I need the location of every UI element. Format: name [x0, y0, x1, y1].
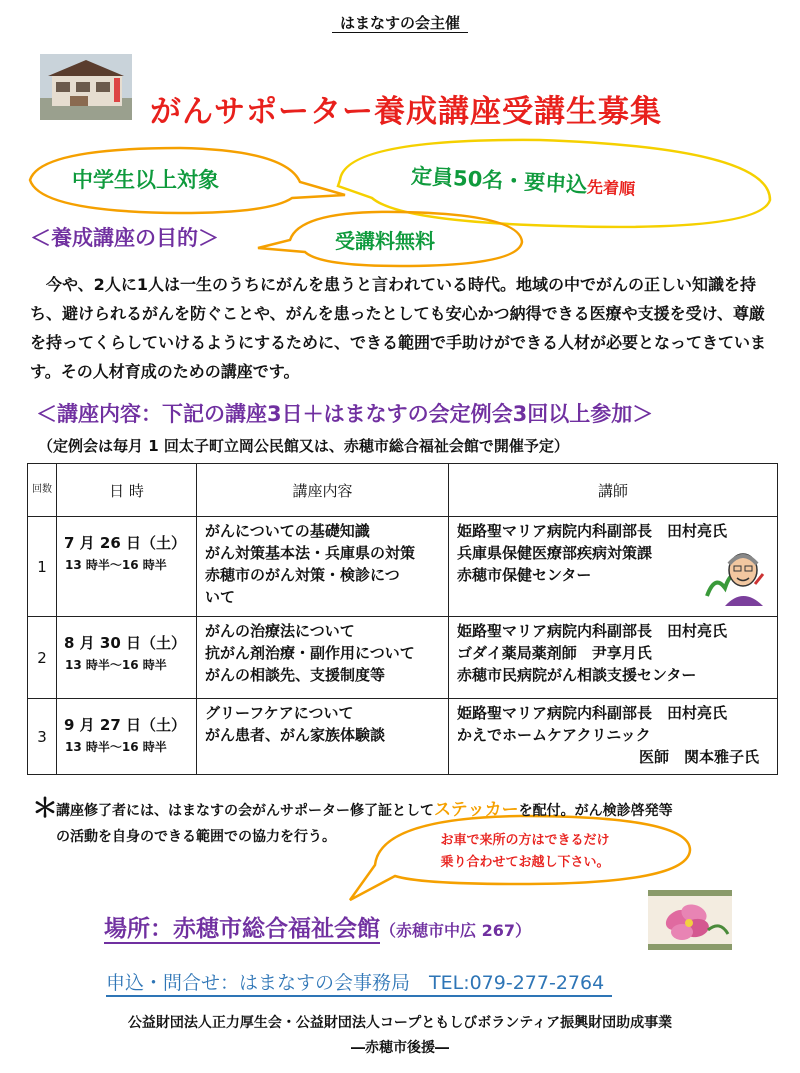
- row-content-line: がんについての基礎知識: [205, 522, 370, 540]
- row-lecturer-line: 赤穂市民病院がん相談支援センター: [457, 666, 697, 684]
- row-content-line: がん対策基本法・兵庫県の対策: [205, 544, 416, 562]
- row-lecturer-cell: [449, 517, 778, 617]
- row-lecturer-cell: [449, 617, 778, 699]
- sticker-text: ステッカー: [434, 800, 519, 820]
- venue-address: （赤穂市中広 267）: [380, 921, 531, 940]
- row-num: 1: [28, 517, 57, 617]
- venue-line: [104, 910, 531, 943]
- row-num: 2: [28, 617, 57, 699]
- row-time: 13 時半～16 時半: [65, 658, 167, 672]
- header-lecturer: 講師: [449, 464, 778, 517]
- header-content: 講座内容: [197, 464, 449, 517]
- row-date-cell: [57, 699, 197, 775]
- row-lecturer-line: 赤穂市保健センター: [457, 566, 592, 584]
- row-content-line: グリーフケアについて: [205, 704, 354, 722]
- note-line: 講座修了者には、はまなすの会がんサポーター修了証としてステッカーを配付。がん検診啓発等: [56, 800, 673, 820]
- lecturer-portrait-illustration: [703, 544, 769, 606]
- table-row: [28, 517, 778, 617]
- row-date-cell: [57, 617, 197, 699]
- schedule-table: [27, 463, 778, 775]
- row-lecturer-cell: [449, 699, 778, 775]
- row-num: 3: [28, 699, 57, 775]
- row-content-cell: [197, 699, 449, 775]
- support-line: ―赤穂市後援―: [351, 1040, 449, 1056]
- header-date: 日 時: [57, 464, 197, 517]
- venue-label: 場所：赤穂市総合福祉会館: [104, 916, 380, 942]
- row-content-line: がんの治療法について: [205, 622, 355, 640]
- row-content-line: がんの相談先、支援制度等: [205, 666, 386, 684]
- row-content-cell: [197, 517, 449, 617]
- row-time: 13 時半～16 時半: [65, 558, 167, 572]
- course-note: （定例会は毎月 1 回太子町立岡公民館又は、赤穂市総合福祉会館で開催予定）: [38, 437, 569, 455]
- page-title: がんサポーター養成講座受講生募集: [150, 94, 662, 130]
- row-lecturer-line: 兵庫県保健医療部疾病対策課: [457, 544, 653, 562]
- fee-text: 受講料無料: [335, 229, 435, 253]
- row-date-cell: [57, 517, 197, 617]
- row-date: 7 月 26 日（土）: [64, 534, 186, 552]
- table-row: [28, 617, 778, 699]
- target-audience-text: 中学生以上対象: [72, 168, 219, 192]
- row-lecturer-line: 姫路聖マリア病院内科副部長 田村亮氏: [457, 622, 728, 640]
- organizer-line: はまなすの会主催: [0, 12, 800, 33]
- row-date: 8 月 30 日（土）: [64, 634, 186, 652]
- first-come-text: 先着順: [586, 177, 636, 199]
- row-lecturer-line: ゴダイ薬局薬剤師 尹享月氏: [457, 644, 652, 662]
- house-photo: [40, 54, 132, 120]
- table-header-row: [28, 464, 778, 517]
- row-time: 13 時半～16 時半: [65, 740, 167, 754]
- carpool-note: お車で来所の方はできるだけ 乗り合わせてお越し下さい。: [440, 833, 610, 870]
- capacity-text: 定員50名・要申込先着順: [410, 163, 636, 199]
- header-num: 回数: [28, 464, 57, 517]
- row-lecturer-line: 姫路聖マリア病院内科副部長 田村亮氏: [457, 704, 728, 722]
- table-row: [28, 699, 778, 775]
- row-lecturer-line: 姫路聖マリア病院内科副部長 田村亮氏: [457, 522, 728, 540]
- funder-line: 公益財団法人正力厚生会・公益財団法人コープともしびボランティア振興財団助成事業: [127, 1015, 673, 1031]
- row-date: 9 月 27 日（土）: [64, 716, 186, 734]
- flower-illustration: [648, 890, 732, 950]
- row-lecturer-line: かえでホームケアクリニック: [457, 726, 651, 744]
- contact-line: 申込・問合せ：はまなすの会事務局 TEL:079-277-2764: [106, 968, 612, 997]
- intro-paragraph: 今や、2人に1人は一生のうちにがんを患うと言われている時代。地域の中でがんの正しい知識を持ち、避けられるがんを防ぐことや、がんを患ったとしても安心かつ納得できる医療や支援を受け、尊厳を持ってくらしていけるようにするために、できる範囲で手助けができる人材が必要となってきています。その人材育成のための講座です。: [30, 275, 767, 381]
- row-content-cell: [197, 617, 449, 699]
- purpose-heading: ＜養成講座の目的＞: [30, 226, 219, 250]
- row-content-line: 赤穂市のがん対策・検診につ: [205, 566, 400, 584]
- row-lecturer-line: 医師 関本雅子氏: [638, 748, 759, 766]
- note-asterisk: ＊: [32, 794, 59, 824]
- row-content-line: いて: [205, 588, 236, 606]
- row-content-line: がん患者、がん家族体験談: [205, 726, 386, 744]
- row-content-line: 抗がん剤治療・副作用について: [205, 644, 415, 662]
- note-line: の活動を自身のできる範囲での協力を行う。: [56, 829, 336, 845]
- course-heading: ＜講座内容：下記の講座3日＋はまなすの会定例会3回以上参加＞: [36, 402, 654, 426]
